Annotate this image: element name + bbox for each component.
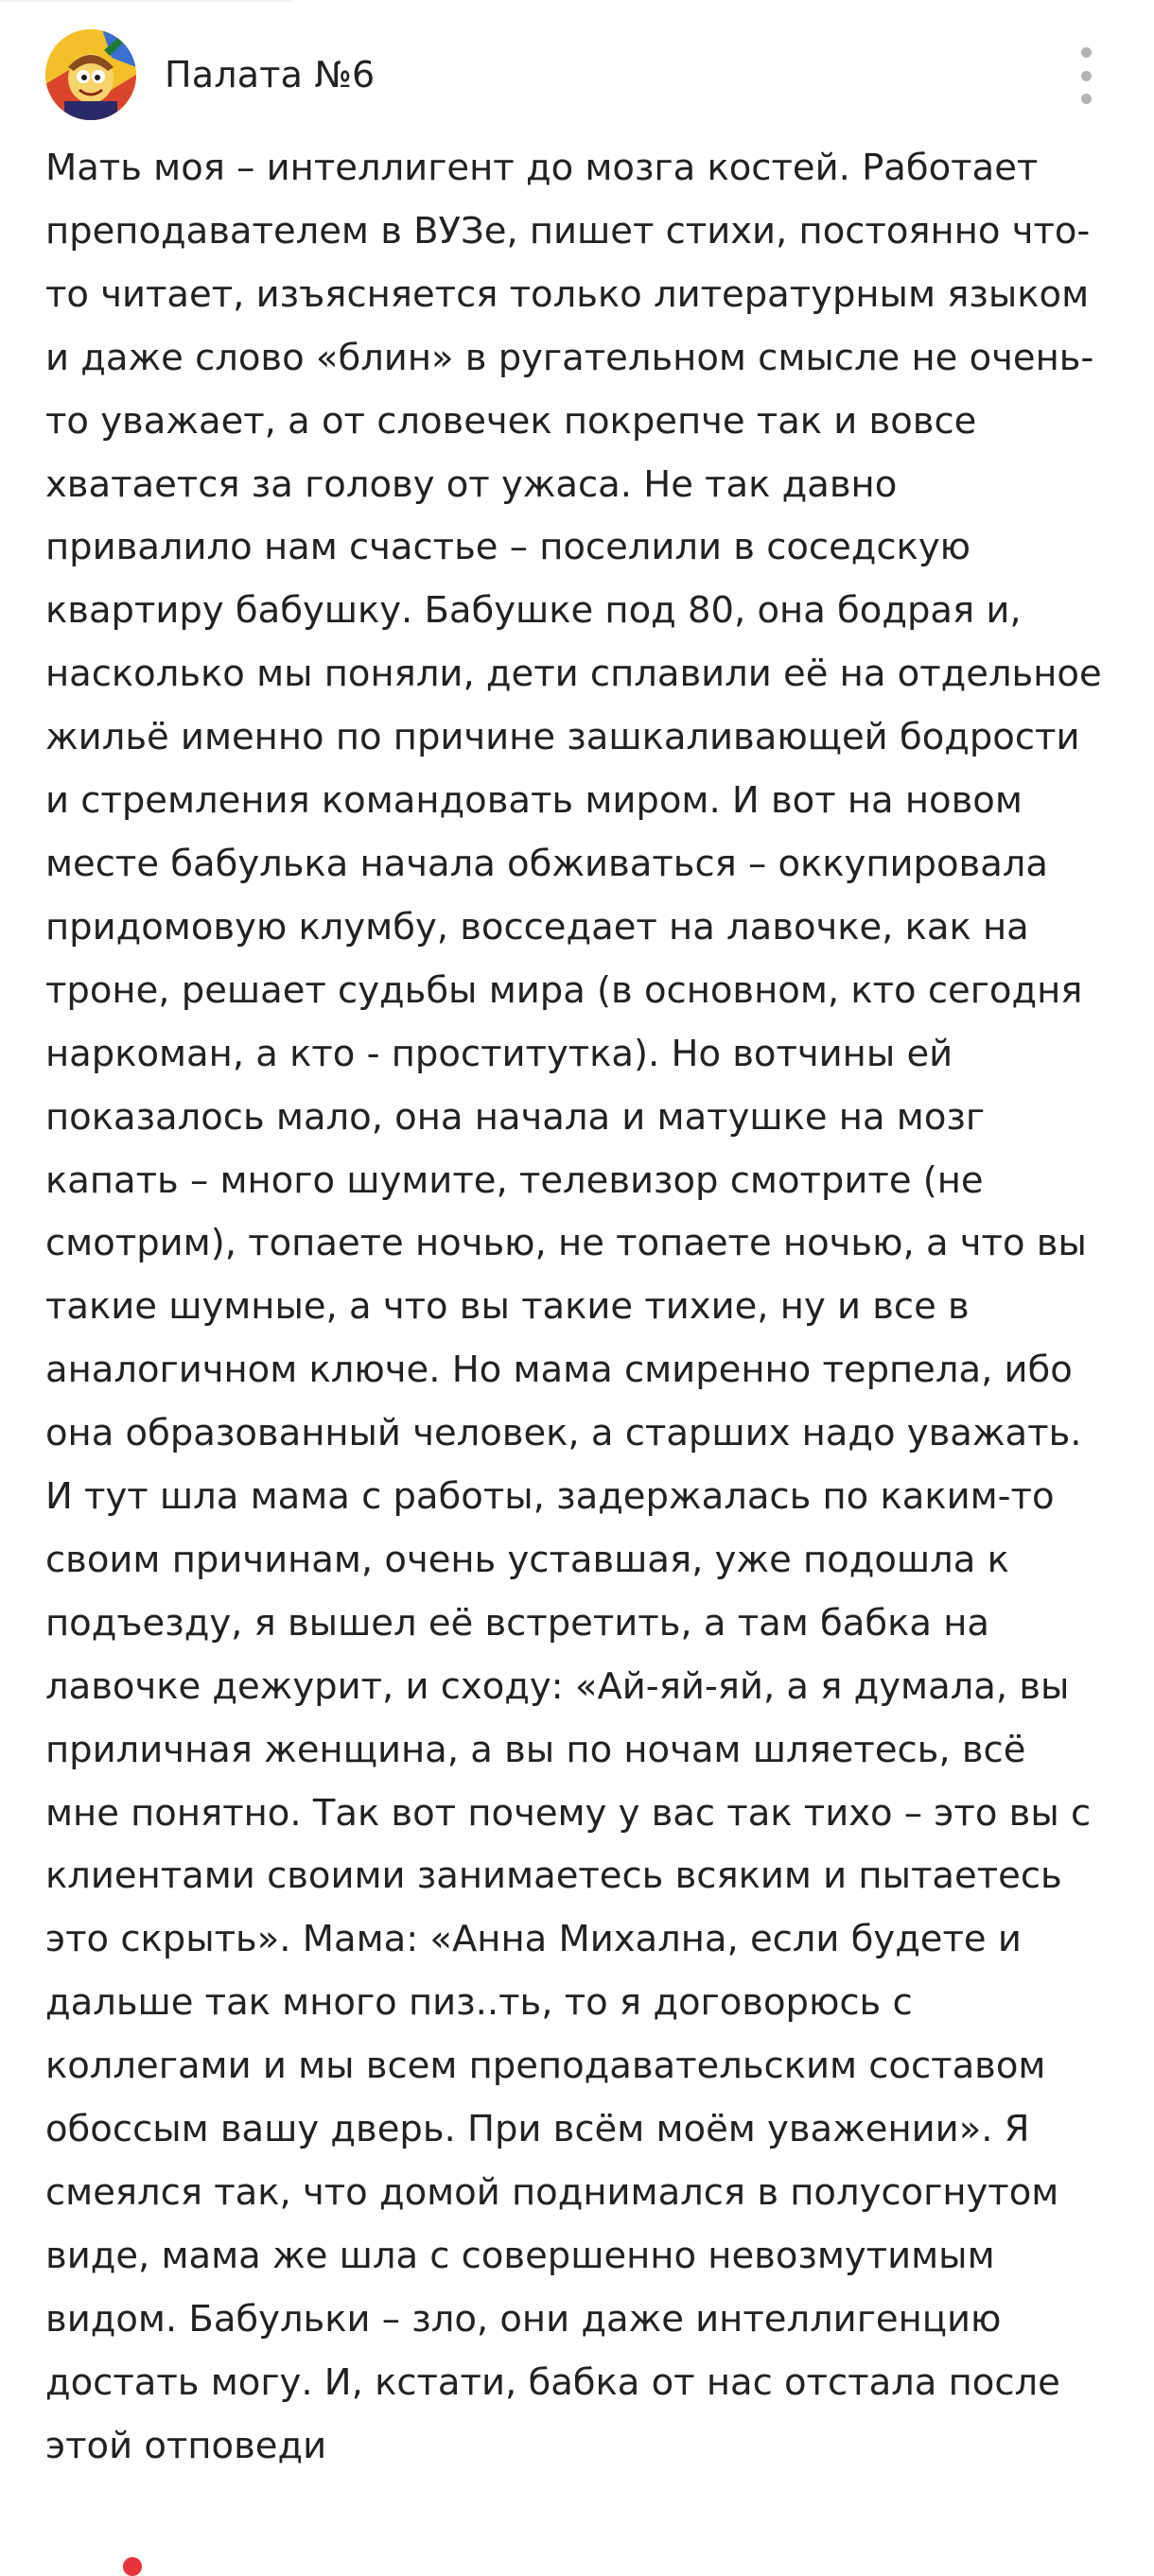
- more-options-button[interactable]: [1067, 47, 1105, 104]
- vertical-ellipsis-icon: [1081, 47, 1092, 58]
- vertical-ellipsis-icon: [1081, 94, 1092, 104]
- author-name[interactable]: Палата №6: [165, 54, 376, 96]
- post-header: [45, 26, 1109, 123]
- vertical-ellipsis-icon: [1081, 71, 1092, 81]
- top-divider: [0, 0, 293, 2]
- avatar[interactable]: [45, 29, 136, 120]
- red-dot-icon: [123, 2557, 142, 2576]
- post-text: Мать моя – интеллигент до мозга костей. Работает преподавателем в ВУЗе, пишет стихи, постоянно что-то читает, изъясняется только литературным языком и даже слово «блин» в ругательном смысле не очень-то уважает, а от словечек покрепче так и вовсе хватается за голову от ужаса. Не так давно привалило нам счастье – поселили в соседскую квартиру бабушку. Бабушке под 80, она бодрая и, насколько мы поняли, дети сплавили её на отдельное жильё именно по причине зашкаливающей бодрости и стремления командовать миром. И вот на новом месте бабулька начала обживаться – оккупировала придомовую клумбу, восседает на лавочке, как на троне, решает судьбы мира (в основном, кто сегодня наркоман, а кто - проститутка). Но вотчины ей показалось мало, она начала и матушке на мозг капать – много шумите, телевизор смотрите (не смотрим), топаете ночью, не топаете ночью, а что вы такие шумные, а что вы такие тихие, ну и все в аналогичном ключе. Но мама смиренно терпела, ибо она образованный человек, а старших надо уважать. И тут шла мама с работы, задержалась по каким-то своим причинам, очень уставшая, уже подошла к подъезду, я вышел её встретить, а там бабка на лавочке дежурит, и сходу: «Ай-яй-яй, а я думала, вы приличная женщина, а вы по ночам шляетесь, всё мне понятно. Так вот почему у вас так тихо – это вы с клиентами своими занимаетесь всяким и пытаетесь это скрыть». Мама: «Анна Михална, если будете и дальше так много пиз..ть, то я договорюсь с коллегами и мы всем преподавательским составом обоссым вашу дверь. При всём моём уважении». Я смеялся так, что домой поднимался в полусогнутом виде, мама же шла с совершенно невозмутимым видом. Бабульки – зло, они даже интеллигенцию достать могу. И, кстати, бабка от нас отстала после этой отповеди: [45, 147, 1102, 2467]
- cartoon-character-avatar-icon: [45, 29, 136, 120]
